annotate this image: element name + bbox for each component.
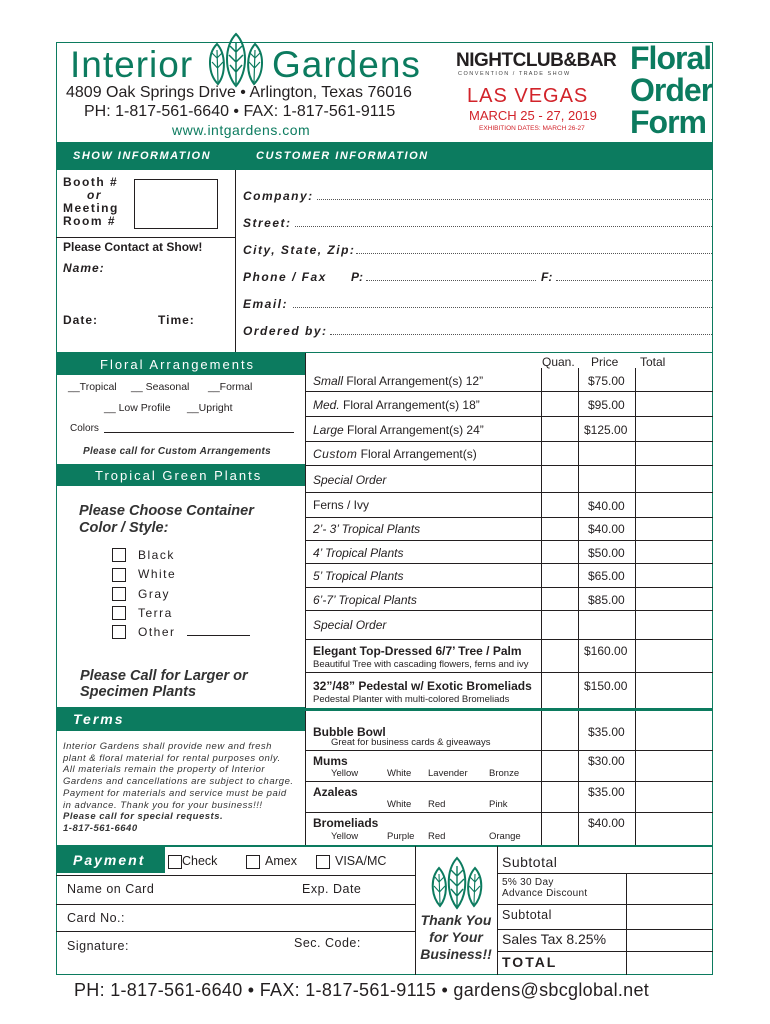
row-rule-4 (305, 465, 713, 466)
tropical-heading-bar (56, 464, 305, 486)
header-quan: Quan. (542, 355, 575, 369)
row-trop23: 2’- 3’ Tropical Plants (313, 522, 421, 536)
row-bromeliads: Bromeliads (313, 816, 379, 830)
column-divider (305, 353, 306, 845)
email-label: Email: (243, 297, 289, 311)
contact-at-show: Please Contact at Show! (63, 240, 203, 254)
container-terra-checkbox[interactable] (112, 606, 126, 620)
company-address: 4809 Oak Springs Drive • Arlington, Texas 76016 (66, 84, 412, 101)
show-dates: MARCH 25 - 27, 2019 (469, 108, 597, 123)
azaleas-white[interactable]: White (387, 799, 412, 810)
header (0, 0, 770, 142)
totals-rule-3 (497, 929, 713, 930)
check-label: Check (182, 854, 218, 868)
amex-label: Amex (265, 854, 297, 868)
brand-name-left: Interior (70, 44, 194, 85)
container-terra-label: Terra (138, 606, 173, 620)
booth-number-box[interactable] (134, 179, 218, 229)
subtotal-label: Subtotal (502, 854, 558, 870)
colors-field[interactable] (104, 432, 294, 433)
price-bromeliads: $40.00 (588, 816, 625, 830)
floral-heading: Floral Arrangements (100, 357, 256, 372)
row-rule-11 (305, 639, 713, 640)
company-label: Company: (243, 189, 314, 203)
price-ferns: $40.00 (588, 499, 625, 513)
row-pedestal-sub: Pedestal Planter with multi-colored Bromeliads (313, 694, 510, 705)
quan-col-right (578, 368, 579, 845)
visa-checkbox[interactable] (316, 855, 330, 869)
choose-container-1: Please Choose Container (79, 503, 254, 519)
date-label: Date: (63, 313, 99, 327)
price-small: $75.00 (588, 374, 625, 388)
city-state-zip-label: City, State, Zip: (243, 243, 356, 257)
show-exhibition-dates: EXHIBITION DATES: MARCH 26-27 (479, 125, 585, 132)
price-pedestal: $150.00 (584, 679, 628, 693)
phone-p-label: P: (351, 270, 363, 284)
brom-orange[interactable]: Orange (489, 831, 521, 842)
brom-red[interactable]: Red (428, 831, 446, 842)
row-rule-9 (305, 587, 713, 588)
check-checkbox[interactable] (168, 855, 182, 869)
price-mums: $30.00 (588, 754, 625, 768)
price-large: $125.00 (584, 423, 628, 437)
container-other-checkbox[interactable] (112, 625, 126, 639)
price-trop5: $65.00 (588, 569, 625, 583)
row-trop4: 4’ Tropical Plants (313, 546, 404, 560)
row-rule-6 (305, 517, 713, 518)
larger-plants-2: Specimen Plants (80, 684, 197, 700)
row-custom: Custom Floral Arrangement(s) (313, 447, 477, 461)
row-rule-2 (305, 416, 713, 417)
booth-label: Booth # or Meeting Room # (63, 175, 119, 228)
fax-f-label: F: (541, 270, 553, 284)
city-state-zip-field[interactable] (356, 253, 712, 254)
mums-lavender[interactable]: Lavender (428, 768, 468, 779)
larger-plants-1: Please Call for Larger or (80, 668, 248, 684)
show-info-heading: SHOW INFORMATION (73, 150, 212, 162)
payment-heading-bar (56, 847, 165, 873)
sales-tax-label: Sales Tax 8.25% (502, 931, 607, 947)
show-city: LAS VEGAS (467, 85, 589, 107)
row-medium: Med. Floral Arrangement(s) 18” (313, 398, 480, 412)
show-info-divider (56, 237, 235, 238)
colors-label: Colors (70, 423, 99, 434)
row-elegant: Elegant Top-Dressed 6/7’ Tree / Palm (313, 644, 522, 658)
container-other-field[interactable] (187, 635, 250, 636)
row-rule-7 (305, 540, 713, 541)
row-trop5: 5’ Tropical Plants (313, 569, 404, 583)
row-elegant-sub: Beautiful Tree with cascading flowers, ferns and ivy (313, 659, 529, 670)
row-rule-14 (305, 750, 713, 751)
payment-rule-2 (56, 904, 415, 905)
mums-bronze[interactable]: Bronze (489, 768, 520, 779)
header-total: Total (640, 355, 666, 369)
azaleas-pink[interactable]: Pink (489, 799, 508, 810)
info-divider-vertical (235, 170, 236, 352)
container-other-label: Other (138, 625, 176, 639)
totals-rule-1 (497, 873, 713, 874)
row-azaleas: Azaleas (313, 785, 358, 799)
street-label: Street: (243, 216, 292, 230)
terms-text: Interior Gardens shall provide new and fresh plant & floral material for rental purposes only. All materials remain the property of Interior Gardens and cancellations are subject to charge. Payment for materials and service must be paid in advance. Thank you for your business!!! Please call for special requests. 1-817-561-6640 (63, 741, 294, 834)
company-phone-fax: PH: 1-817-561-6640 • FAX: 1-817-561-9115 (84, 103, 396, 120)
price-col-right (635, 368, 636, 845)
visa-label: VISA/MC (335, 854, 387, 868)
company-logo-icon (200, 28, 272, 92)
price-bubble: $35.00 (588, 725, 625, 739)
row-rule-10 (305, 610, 713, 611)
terms-heading-bar (56, 707, 305, 731)
company-field[interactable] (317, 199, 712, 200)
opt-formal[interactable]: __Formal (208, 381, 253, 393)
row-mums: Mums (313, 754, 348, 768)
email-field[interactable] (293, 307, 712, 308)
row-small: Small Floral Arrangement(s) 12” (313, 374, 484, 388)
opt-low-profile[interactable]: __ Low Profile (104, 402, 171, 414)
row-ferns: Ferns / Ivy (313, 498, 370, 512)
form-title-line-3: Form (630, 104, 706, 140)
price-trop67: $85.00 (588, 593, 625, 607)
mums-white[interactable]: White (387, 768, 412, 779)
exp-date-label[interactable]: Exp. Date (302, 882, 362, 896)
container-white-label: White (138, 567, 177, 581)
show-logo-title: NIGHTCLUB&BAR (456, 50, 617, 71)
row-pedestal: 32”/48” Pedestal w/ Exotic Bromeliads (313, 679, 532, 693)
price-trop23: $40.00 (588, 522, 625, 536)
row-large: Large Floral Arrangement(s) 24” (313, 423, 484, 437)
company-website[interactable]: www.intgardens.com (172, 122, 311, 138)
mums-yellow[interactable]: Yellow (331, 768, 359, 779)
form-title-line-1: Floral (630, 40, 712, 76)
azaleas-red[interactable]: Red (428, 799, 446, 810)
ordered-by-label: Ordered by: (243, 324, 328, 338)
thank-you-text: Thank You for Your Business!! (420, 912, 492, 962)
price-medium: $95.00 (588, 398, 625, 412)
container-white-checkbox[interactable] (112, 568, 126, 582)
container-black-checkbox[interactable] (112, 548, 126, 562)
info-header-bar (56, 142, 713, 170)
row-rule-5 (305, 492, 713, 493)
terms-heading: Terms (73, 711, 125, 727)
amex-checkbox[interactable] (246, 855, 260, 869)
floral-heading-bar (56, 353, 305, 375)
tropical-heading: Tropical Green Plants (95, 468, 263, 483)
row-bubble-sub: Great for business cards & giveaways (331, 737, 491, 748)
total-label: TOTAL (502, 954, 558, 970)
card-no-label[interactable]: Card No.: (67, 911, 125, 925)
payment-rule-3 (56, 931, 415, 932)
brom-purple[interactable]: Purple (387, 831, 415, 842)
opt-upright[interactable]: __Upright (187, 402, 233, 414)
brom-yellow[interactable]: Yellow (331, 831, 359, 842)
row-rule-12 (305, 672, 713, 673)
signature-label[interactable]: Signature: (67, 939, 129, 953)
row-rule-15 (305, 781, 713, 782)
row-rule-13 (305, 708, 713, 711)
price-trop4: $50.00 (588, 546, 625, 560)
time-label: Time: (158, 313, 195, 327)
opt-tropical[interactable]: __Tropical (68, 381, 117, 393)
row-rule-8 (305, 563, 713, 564)
totals-rule-2 (497, 904, 713, 905)
row-rule-1 (305, 391, 713, 392)
row-rule-3 (305, 441, 713, 442)
footer-contact: PH: 1-817-561-6640 • FAX: 1-817-561-9115 • gardens@sbcglobal.net (74, 980, 650, 1000)
row-rule-16 (305, 812, 713, 813)
fax-field[interactable] (556, 280, 712, 281)
container-black-label: Black (138, 548, 175, 562)
price-azaleas: $35.00 (588, 785, 625, 799)
ordered-by-field[interactable] (330, 334, 712, 335)
payment-heading: Payment (73, 852, 146, 868)
phone-fax-label: Phone / Fax (243, 270, 327, 284)
brand-name-right: Gardens (272, 44, 421, 85)
name-on-card-label[interactable]: Name on Card (67, 882, 155, 896)
price-elegant: $160.00 (584, 644, 628, 658)
street-field[interactable] (295, 226, 712, 227)
show-logo-subtitle: C O N V E N T I O N / T R A D E S H O W (458, 71, 570, 77)
row-bubble: Bubble Bowl (313, 725, 386, 739)
totals-amount-border (626, 873, 627, 975)
custom-arrangements-note: Please call for Custom Arrangements (83, 446, 271, 457)
special-order-1: Special Order (313, 473, 387, 487)
discount-label: 5% 30 Day Advance Discount (502, 877, 588, 899)
choose-container-2: Color / Style: (79, 520, 169, 536)
container-gray-label: Gray (138, 587, 171, 601)
form-title-line-2: Order (630, 72, 713, 108)
header-price: Price (591, 355, 619, 369)
payment-rule-1 (56, 875, 415, 876)
row-trop67: 6’-7’ Tropical Plants (313, 593, 417, 607)
sec-code-label[interactable]: Sec. Code: (294, 936, 361, 950)
customer-info-heading: CUSTOMER INFORMATION (256, 150, 429, 162)
opt-seasonal[interactable]: __ Seasonal (131, 381, 190, 393)
name-label: Name: (63, 261, 105, 275)
thank-you-logo-icon (424, 854, 490, 914)
special-order-2: Special Order (313, 618, 387, 632)
container-gray-checkbox[interactable] (112, 587, 126, 601)
totals-left-border (497, 846, 498, 975)
phone-field[interactable] (366, 280, 536, 281)
quan-col-left (541, 368, 542, 845)
subtotal2-label: Subtotal (502, 908, 552, 922)
totals-rule-4 (497, 951, 713, 952)
